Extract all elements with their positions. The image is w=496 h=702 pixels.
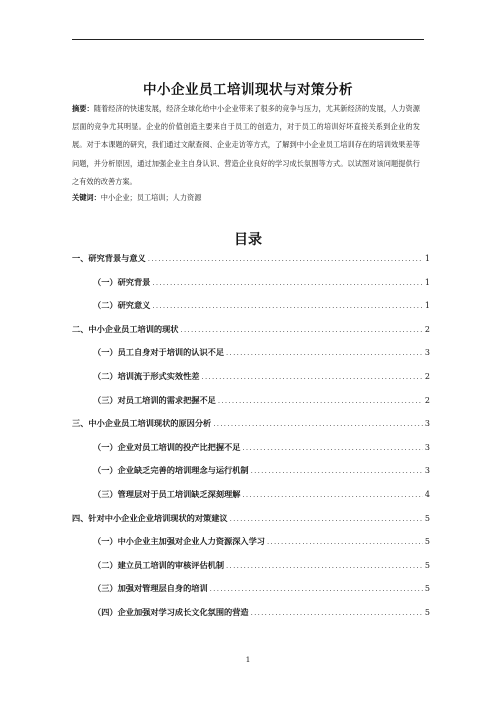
toc-entry[interactable]: （二）研究意义 ..... 1 [72,300,430,324]
abstract-label: 摘要： [72,104,94,113]
toc-entry[interactable]: （三）对员工培训的需求把握不足 ..... 2 [72,395,430,419]
table-of-contents [72,253,430,631]
toc-entry[interactable]: （一）中小企业主加强对企业人力资源深入学习 ..... 5 [72,536,430,560]
page-number: 1 [245,655,251,664]
keywords-text: 中小企业；员工培训；人力资源 [100,193,202,202]
toc-entry[interactable]: （一）研究背景 ..... 1 [72,277,430,301]
toc-entry[interactable]: （一）企业缺乏完善的培训理念与运行机制 ..... 3 [72,465,430,489]
toc-entry[interactable]: 一、研究背景与意义 ..... 1 [72,253,430,277]
toc-entry[interactable]: （一）员工自身对于培训的认识不足 ..... 3 [72,347,430,371]
toc-entry[interactable]: 四、针对中小企业企业培训现状的对策建议 ..... 5 [72,513,430,537]
keywords [72,191,420,205]
abstract-text: 随着经济的快速发展，经济全球化给中小企业带来了很多的竞争与压力，尤其新经济的发展，人力资源层面的竞争尤其明显。企业的价值创造主要来自于员工的创造力，对于员工的培训好坏直接关系到企业的发展。对于本课题的研究，我们通过文献查阅、企业走访等方式，了解到中小企业员工培训存在的培训效果差等问题，并分析原因，通过加强企业主自身认识、营造企业良好的学习成长氛围等方式。以试图对该问题提供行之有效的改善方案。 [72,104,420,186]
toc-title: 目录 [234,232,262,248]
toc-entry[interactable]: （一）企业对员工培训的投产比把握不足 ..... 3 [72,442,430,466]
toc-entry[interactable]: （三）管理层对于员工培训缺乏深刻理解 ..... 4 [72,489,430,513]
header-rule [72,39,424,40]
toc-entry[interactable]: （二）建立员工培训的审核评估机制 ..... 5 [72,560,430,584]
toc-entry[interactable]: （三）加强对管理层自身的培训 ..... 5 [72,583,430,607]
abstract [72,100,420,191]
toc-entry[interactable]: 二、中小企业员工培训的现状 ..... 2 [72,324,430,348]
keywords-label: 关键词： [72,193,101,202]
toc-entry[interactable]: 三、中小企业员工培训现状的原因分析 ..... 3 [72,418,430,442]
toc-entry[interactable]: （四）企业加强对学习成长文化氛围的营造 ..... 5 [72,607,430,631]
toc-entry[interactable]: （二）培训流于形式实效性差 ..... 2 [72,371,430,395]
document-title: 中小企业员工培训现状与对策分析 [143,82,353,98]
